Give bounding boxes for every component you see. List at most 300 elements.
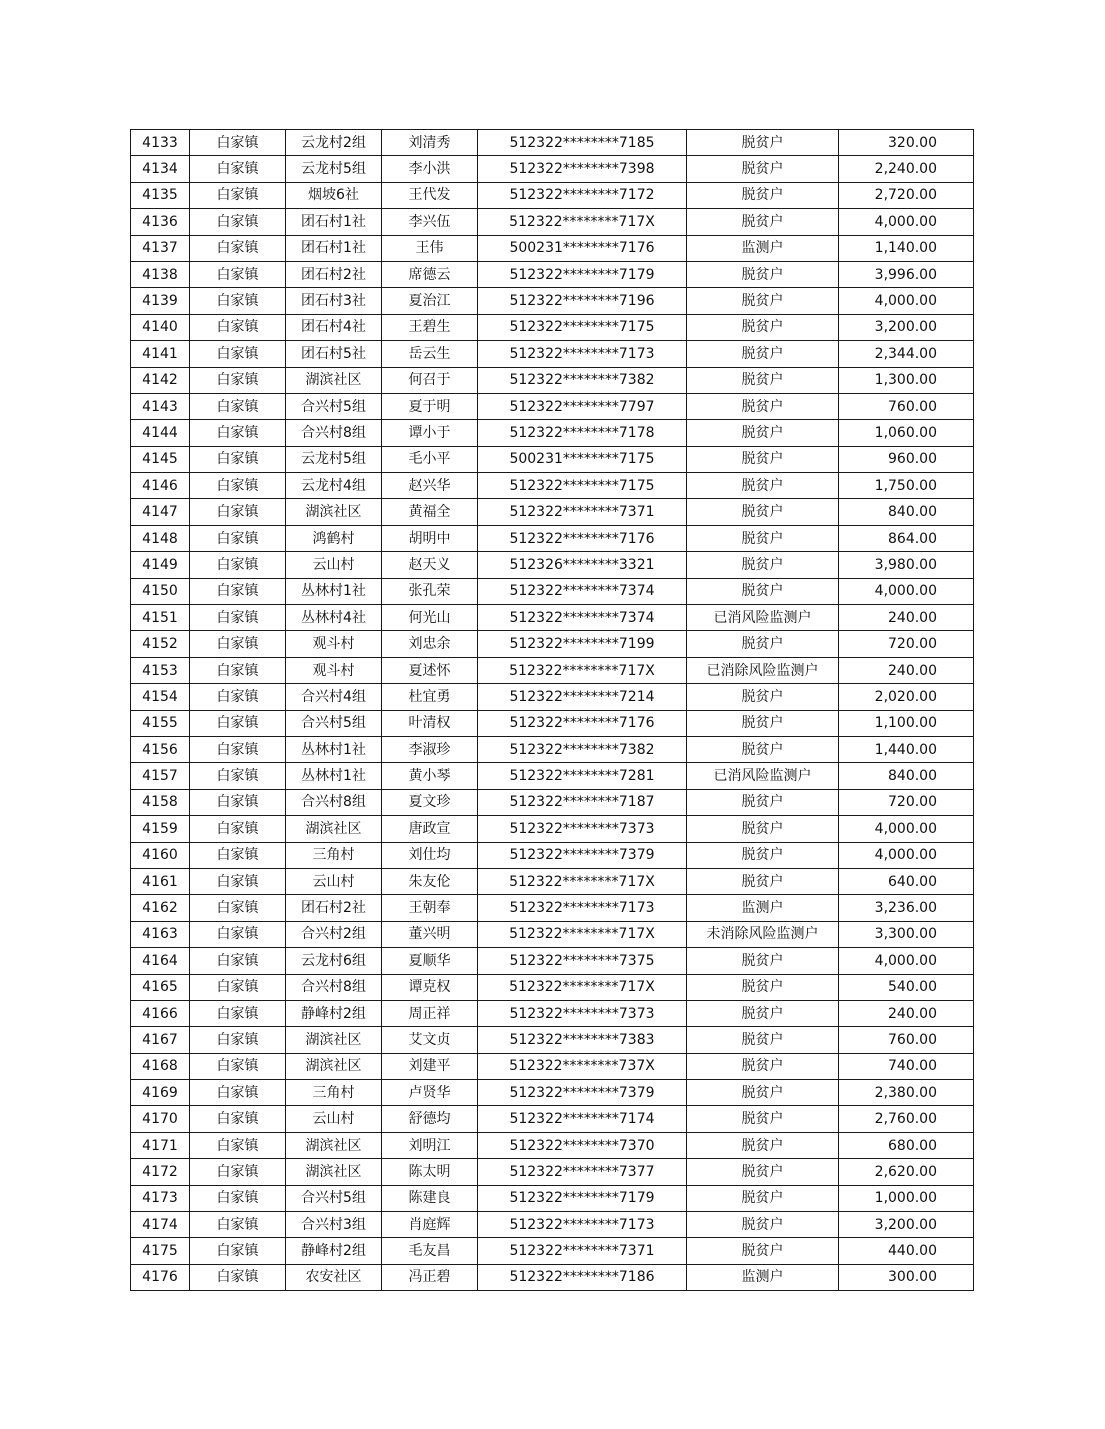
village-cell: 团石村2社 <box>286 261 382 287</box>
table-row <box>131 1080 974 1106</box>
row-number-cell: 4156 <box>131 736 190 762</box>
household-type-cell: 脱贫户 <box>687 578 839 604</box>
village-cell: 云龙村2组 <box>286 130 382 156</box>
id-number-cell: 512322********7379 <box>478 1080 687 1106</box>
household-type-cell: 脱贫户 <box>687 261 839 287</box>
table-row <box>131 605 974 631</box>
table-row <box>131 816 974 842</box>
town-cell: 白家镇 <box>190 1027 286 1053</box>
village-cell: 合兴村5组 <box>286 1185 382 1211</box>
table-row <box>131 1027 974 1053</box>
household-type-cell: 脱贫户 <box>687 499 839 525</box>
name-cell: 夏于明 <box>382 393 478 419</box>
row-number-cell: 4166 <box>131 1000 190 1026</box>
name-cell: 李淑珍 <box>382 736 478 762</box>
village-cell: 丛林村1社 <box>286 763 382 789</box>
id-number-cell: 512322********717X <box>478 657 687 683</box>
row-number-cell: 4144 <box>131 420 190 446</box>
row-number-cell: 4155 <box>131 710 190 736</box>
id-number-cell: 512322********7373 <box>478 816 687 842</box>
table-row <box>131 393 974 419</box>
name-cell: 黄福全 <box>382 499 478 525</box>
row-number-cell: 4158 <box>131 789 190 815</box>
village-cell: 团石村1社 <box>286 235 382 261</box>
name-cell: 毛小平 <box>382 446 478 472</box>
village-cell: 三角村 <box>286 1080 382 1106</box>
household-type-cell: 已消风险监测户 <box>687 605 839 631</box>
table-row <box>131 1264 974 1290</box>
table-row <box>131 921 974 947</box>
town-cell: 白家镇 <box>190 552 286 578</box>
name-cell: 朱友伦 <box>382 868 478 894</box>
amount-cell: 4,000.00 <box>839 209 974 235</box>
village-cell: 云山村 <box>286 868 382 894</box>
town-cell: 白家镇 <box>190 1264 286 1290</box>
household-type-cell: 脱贫户 <box>687 789 839 815</box>
amount-cell: 1,300.00 <box>839 367 974 393</box>
town-cell: 白家镇 <box>190 261 286 287</box>
name-cell: 赵天义 <box>382 552 478 578</box>
amount-cell: 3,980.00 <box>839 552 974 578</box>
name-cell: 黄小琴 <box>382 763 478 789</box>
name-cell: 何光山 <box>382 605 478 631</box>
town-cell: 白家镇 <box>190 288 286 314</box>
table-row <box>131 525 974 551</box>
name-cell: 夏顺华 <box>382 948 478 974</box>
household-type-cell: 脱贫户 <box>687 1106 839 1132</box>
amount-cell: 1,100.00 <box>839 710 974 736</box>
amount-cell: 1,440.00 <box>839 736 974 762</box>
id-number-cell: 512322********7179 <box>478 1185 687 1211</box>
household-type-cell: 脱贫户 <box>687 130 839 156</box>
id-number-cell: 512322********7214 <box>478 684 687 710</box>
town-cell: 白家镇 <box>190 948 286 974</box>
household-type-cell: 脱贫户 <box>687 816 839 842</box>
household-type-cell: 脱贫户 <box>687 156 839 182</box>
id-number-cell: 512322********7186 <box>478 1264 687 1290</box>
town-cell: 白家镇 <box>190 895 286 921</box>
village-cell: 合兴村3组 <box>286 1212 382 1238</box>
village-cell: 湖滨社区 <box>286 1132 382 1158</box>
amount-cell: 1,060.00 <box>839 420 974 446</box>
amount-cell: 760.00 <box>839 393 974 419</box>
row-number-cell: 4147 <box>131 499 190 525</box>
row-number-cell: 4164 <box>131 948 190 974</box>
amount-cell: 3,300.00 <box>839 921 974 947</box>
id-number-cell: 512322********7383 <box>478 1027 687 1053</box>
row-number-cell: 4160 <box>131 842 190 868</box>
row-number-cell: 4150 <box>131 578 190 604</box>
amount-cell: 2,020.00 <box>839 684 974 710</box>
id-number-cell: 512322********7185 <box>478 130 687 156</box>
amount-cell: 2,620.00 <box>839 1159 974 1185</box>
name-cell: 李兴伍 <box>382 209 478 235</box>
id-number-cell: 512322********7379 <box>478 842 687 868</box>
name-cell: 何召于 <box>382 367 478 393</box>
name-cell: 夏治江 <box>382 288 478 314</box>
data-table-container <box>130 129 973 1291</box>
row-number-cell: 4170 <box>131 1106 190 1132</box>
table-row <box>131 736 974 762</box>
town-cell: 白家镇 <box>190 842 286 868</box>
row-number-cell: 4146 <box>131 473 190 499</box>
table-row <box>131 261 974 287</box>
id-number-cell: 512322********7382 <box>478 367 687 393</box>
household-type-cell: 脱贫户 <box>687 631 839 657</box>
amount-cell: 840.00 <box>839 499 974 525</box>
id-number-cell: 512322********7371 <box>478 1238 687 1264</box>
id-number-cell: 512322********7176 <box>478 710 687 736</box>
name-cell: 赵兴华 <box>382 473 478 499</box>
village-cell: 云山村 <box>286 1106 382 1132</box>
town-cell: 白家镇 <box>190 921 286 947</box>
row-number-cell: 4165 <box>131 974 190 1000</box>
id-number-cell: 500231********7175 <box>478 446 687 472</box>
row-number-cell: 4143 <box>131 393 190 419</box>
town-cell: 白家镇 <box>190 182 286 208</box>
village-cell: 团石村2社 <box>286 895 382 921</box>
row-number-cell: 4167 <box>131 1027 190 1053</box>
row-number-cell: 4174 <box>131 1212 190 1238</box>
town-cell: 白家镇 <box>190 1053 286 1079</box>
town-cell: 白家镇 <box>190 1080 286 1106</box>
row-number-cell: 4171 <box>131 1132 190 1158</box>
town-cell: 白家镇 <box>190 1212 286 1238</box>
table-row <box>131 974 974 1000</box>
household-type-cell: 脱贫户 <box>687 1185 839 1211</box>
village-cell: 烟坡6社 <box>286 182 382 208</box>
town-cell: 白家镇 <box>190 393 286 419</box>
amount-cell: 540.00 <box>839 974 974 1000</box>
id-number-cell: 512322********7373 <box>478 1000 687 1026</box>
household-type-cell: 脱贫户 <box>687 1238 839 1264</box>
household-type-cell: 脱贫户 <box>687 288 839 314</box>
amount-cell: 680.00 <box>839 1132 974 1158</box>
village-cell: 观斗村 <box>286 631 382 657</box>
village-cell: 湖滨社区 <box>286 367 382 393</box>
amount-cell: 1,140.00 <box>839 235 974 261</box>
table-row <box>131 209 974 235</box>
table-row <box>131 288 974 314</box>
table-row <box>131 314 974 340</box>
id-number-cell: 512322********717X <box>478 209 687 235</box>
household-type-cell: 脱贫户 <box>687 473 839 499</box>
id-number-cell: 512322********7199 <box>478 631 687 657</box>
town-cell: 白家镇 <box>190 235 286 261</box>
row-number-cell: 4157 <box>131 763 190 789</box>
amount-cell: 1,000.00 <box>839 1185 974 1211</box>
table-row <box>131 367 974 393</box>
village-cell: 合兴村8组 <box>286 789 382 815</box>
household-type-cell: 脱贫户 <box>687 393 839 419</box>
id-number-cell: 512322********7173 <box>478 1212 687 1238</box>
table-body <box>131 130 974 1291</box>
table-row <box>131 552 974 578</box>
name-cell: 周正祥 <box>382 1000 478 1026</box>
name-cell: 杜宜勇 <box>382 684 478 710</box>
town-cell: 白家镇 <box>190 156 286 182</box>
amount-cell: 2,380.00 <box>839 1080 974 1106</box>
town-cell: 白家镇 <box>190 446 286 472</box>
id-number-cell: 512322********7377 <box>478 1159 687 1185</box>
amount-cell: 240.00 <box>839 657 974 683</box>
amount-cell: 4,000.00 <box>839 578 974 604</box>
town-cell: 白家镇 <box>190 314 286 340</box>
name-cell: 刘清秀 <box>382 130 478 156</box>
id-number-cell: 512322********7374 <box>478 578 687 604</box>
row-number-cell: 4135 <box>131 182 190 208</box>
household-type-cell: 脱贫户 <box>687 182 839 208</box>
amount-cell: 2,344.00 <box>839 341 974 367</box>
name-cell: 李小洪 <box>382 156 478 182</box>
id-number-cell: 512322********7371 <box>478 499 687 525</box>
name-cell: 岳云生 <box>382 341 478 367</box>
id-number-cell: 512322********7382 <box>478 736 687 762</box>
town-cell: 白家镇 <box>190 130 286 156</box>
name-cell: 王代发 <box>382 182 478 208</box>
town-cell: 白家镇 <box>190 1106 286 1132</box>
row-number-cell: 4142 <box>131 367 190 393</box>
name-cell: 张孔荣 <box>382 578 478 604</box>
village-cell: 团石村3社 <box>286 288 382 314</box>
household-type-cell: 脱贫户 <box>687 1080 839 1106</box>
amount-cell: 440.00 <box>839 1238 974 1264</box>
household-type-cell: 脱贫户 <box>687 209 839 235</box>
amount-cell: 720.00 <box>839 789 974 815</box>
row-number-cell: 4139 <box>131 288 190 314</box>
town-cell: 白家镇 <box>190 578 286 604</box>
village-cell: 云山村 <box>286 552 382 578</box>
name-cell: 董兴明 <box>382 921 478 947</box>
household-type-cell: 脱贫户 <box>687 1212 839 1238</box>
town-cell: 白家镇 <box>190 1238 286 1264</box>
name-cell: 谭小于 <box>382 420 478 446</box>
id-number-cell: 512322********7175 <box>478 473 687 499</box>
household-type-cell: 脱贫户 <box>687 684 839 710</box>
row-number-cell: 4141 <box>131 341 190 367</box>
household-type-cell: 脱贫户 <box>687 710 839 736</box>
household-type-cell: 脱贫户 <box>687 842 839 868</box>
amount-cell: 4,000.00 <box>839 842 974 868</box>
village-cell: 丛林村1社 <box>286 578 382 604</box>
town-cell: 白家镇 <box>190 631 286 657</box>
table-row <box>131 948 974 974</box>
table-row <box>131 710 974 736</box>
town-cell: 白家镇 <box>190 525 286 551</box>
table-row <box>131 657 974 683</box>
name-cell: 刘仕均 <box>382 842 478 868</box>
amount-cell: 840.00 <box>839 763 974 789</box>
table-row <box>131 499 974 525</box>
id-number-cell: 512322********7374 <box>478 605 687 631</box>
household-type-cell: 已消除风险监测户 <box>687 657 839 683</box>
amount-cell: 4,000.00 <box>839 948 974 974</box>
amount-cell: 2,720.00 <box>839 182 974 208</box>
village-cell: 湖滨社区 <box>286 1027 382 1053</box>
amount-cell: 320.00 <box>839 130 974 156</box>
household-type-cell: 脱贫户 <box>687 1053 839 1079</box>
table-row <box>131 868 974 894</box>
row-number-cell: 4154 <box>131 684 190 710</box>
household-type-cell: 脱贫户 <box>687 446 839 472</box>
town-cell: 白家镇 <box>190 420 286 446</box>
town-cell: 白家镇 <box>190 1159 286 1185</box>
town-cell: 白家镇 <box>190 341 286 367</box>
household-type-cell: 脱贫户 <box>687 552 839 578</box>
row-number-cell: 4148 <box>131 525 190 551</box>
village-cell: 丛林村4社 <box>286 605 382 631</box>
table-row <box>131 1185 974 1211</box>
id-number-cell: 512322********7187 <box>478 789 687 815</box>
row-number-cell: 4145 <box>131 446 190 472</box>
village-cell: 湖滨社区 <box>286 1159 382 1185</box>
village-cell: 静峰村2组 <box>286 1238 382 1264</box>
table-row <box>131 684 974 710</box>
id-number-cell: 512322********7178 <box>478 420 687 446</box>
name-cell: 卢贤华 <box>382 1080 478 1106</box>
name-cell: 谭克权 <box>382 974 478 1000</box>
household-type-cell: 脱贫户 <box>687 1132 839 1158</box>
town-cell: 白家镇 <box>190 763 286 789</box>
table-row <box>131 578 974 604</box>
table-row <box>131 1159 974 1185</box>
table-row <box>131 182 974 208</box>
id-number-cell: 512322********7281 <box>478 763 687 789</box>
town-cell: 白家镇 <box>190 209 286 235</box>
town-cell: 白家镇 <box>190 868 286 894</box>
id-number-cell: 512322********7398 <box>478 156 687 182</box>
name-cell: 席德云 <box>382 261 478 287</box>
id-number-cell: 512322********717X <box>478 921 687 947</box>
row-number-cell: 4161 <box>131 868 190 894</box>
household-type-cell: 脱贫户 <box>687 1027 839 1053</box>
id-number-cell: 512322********7174 <box>478 1106 687 1132</box>
id-number-cell: 512322********7375 <box>478 948 687 974</box>
table-row <box>131 341 974 367</box>
name-cell: 艾文贞 <box>382 1027 478 1053</box>
name-cell: 王朝奉 <box>382 895 478 921</box>
amount-cell: 1,750.00 <box>839 473 974 499</box>
row-number-cell: 4173 <box>131 1185 190 1211</box>
household-type-cell: 监测户 <box>687 1264 839 1290</box>
town-cell: 白家镇 <box>190 1000 286 1026</box>
table-row <box>131 446 974 472</box>
amount-cell: 300.00 <box>839 1264 974 1290</box>
id-number-cell: 512322********7370 <box>478 1132 687 1158</box>
table-row <box>131 420 974 446</box>
id-number-cell: 512322********7179 <box>478 261 687 287</box>
amount-cell: 740.00 <box>839 1053 974 1079</box>
town-cell: 白家镇 <box>190 499 286 525</box>
household-subsidy-table <box>130 129 974 1291</box>
village-cell: 湖滨社区 <box>286 816 382 842</box>
row-number-cell: 4169 <box>131 1080 190 1106</box>
village-cell: 云龙村5组 <box>286 446 382 472</box>
name-cell: 夏述怀 <box>382 657 478 683</box>
row-number-cell: 4149 <box>131 552 190 578</box>
village-cell: 云龙村4组 <box>286 473 382 499</box>
town-cell: 白家镇 <box>190 816 286 842</box>
amount-cell: 240.00 <box>839 605 974 631</box>
household-type-cell: 脱贫户 <box>687 1000 839 1026</box>
amount-cell: 3,996.00 <box>839 261 974 287</box>
table-row <box>131 235 974 261</box>
amount-cell: 240.00 <box>839 1000 974 1026</box>
row-number-cell: 4151 <box>131 605 190 631</box>
town-cell: 白家镇 <box>190 710 286 736</box>
table-row <box>131 842 974 868</box>
id-number-cell: 512326********3321 <box>478 552 687 578</box>
town-cell: 白家镇 <box>190 605 286 631</box>
name-cell: 夏文珍 <box>382 789 478 815</box>
table-row <box>131 763 974 789</box>
household-type-cell: 脱贫户 <box>687 974 839 1000</box>
name-cell: 陈太明 <box>382 1159 478 1185</box>
household-type-cell: 未消除风险监测户 <box>687 921 839 947</box>
village-cell: 湖滨社区 <box>286 1053 382 1079</box>
amount-cell: 4,000.00 <box>839 816 974 842</box>
row-number-cell: 4134 <box>131 156 190 182</box>
household-type-cell: 监测户 <box>687 895 839 921</box>
id-number-cell: 512322********7196 <box>478 288 687 314</box>
village-cell: 团石村5社 <box>286 341 382 367</box>
village-cell: 云龙村6组 <box>286 948 382 974</box>
row-number-cell: 4172 <box>131 1159 190 1185</box>
row-number-cell: 4162 <box>131 895 190 921</box>
town-cell: 白家镇 <box>190 974 286 1000</box>
row-number-cell: 4176 <box>131 1264 190 1290</box>
town-cell: 白家镇 <box>190 657 286 683</box>
id-number-cell: 512322********717X <box>478 868 687 894</box>
row-number-cell: 4133 <box>131 130 190 156</box>
village-cell: 鸿鹤村 <box>286 525 382 551</box>
row-number-cell: 4153 <box>131 657 190 683</box>
id-number-cell: 512322********7173 <box>478 895 687 921</box>
table-row <box>131 789 974 815</box>
amount-cell: 640.00 <box>839 868 974 894</box>
village-cell: 合兴村5组 <box>286 710 382 736</box>
table-row <box>131 1132 974 1158</box>
table-row <box>131 1000 974 1026</box>
name-cell: 冯正碧 <box>382 1264 478 1290</box>
amount-cell: 960.00 <box>839 446 974 472</box>
amount-cell: 3,200.00 <box>839 1212 974 1238</box>
row-number-cell: 4163 <box>131 921 190 947</box>
village-cell: 云龙村5组 <box>286 156 382 182</box>
name-cell: 肖庭辉 <box>382 1212 478 1238</box>
name-cell: 刘明江 <box>382 1132 478 1158</box>
town-cell: 白家镇 <box>190 1132 286 1158</box>
row-number-cell: 4168 <box>131 1053 190 1079</box>
village-cell: 团石村4社 <box>286 314 382 340</box>
name-cell: 舒德均 <box>382 1106 478 1132</box>
village-cell: 湖滨社区 <box>286 499 382 525</box>
amount-cell: 760.00 <box>839 1027 974 1053</box>
amount-cell: 720.00 <box>839 631 974 657</box>
table-row <box>131 1106 974 1132</box>
town-cell: 白家镇 <box>190 1185 286 1211</box>
village-cell: 观斗村 <box>286 657 382 683</box>
town-cell: 白家镇 <box>190 684 286 710</box>
id-number-cell: 512322********7176 <box>478 525 687 551</box>
name-cell: 刘建平 <box>382 1053 478 1079</box>
table-row <box>131 1212 974 1238</box>
row-number-cell: 4159 <box>131 816 190 842</box>
table-row <box>131 473 974 499</box>
town-cell: 白家镇 <box>190 473 286 499</box>
village-cell: 合兴村2组 <box>286 921 382 947</box>
household-type-cell: 脱贫户 <box>687 948 839 974</box>
